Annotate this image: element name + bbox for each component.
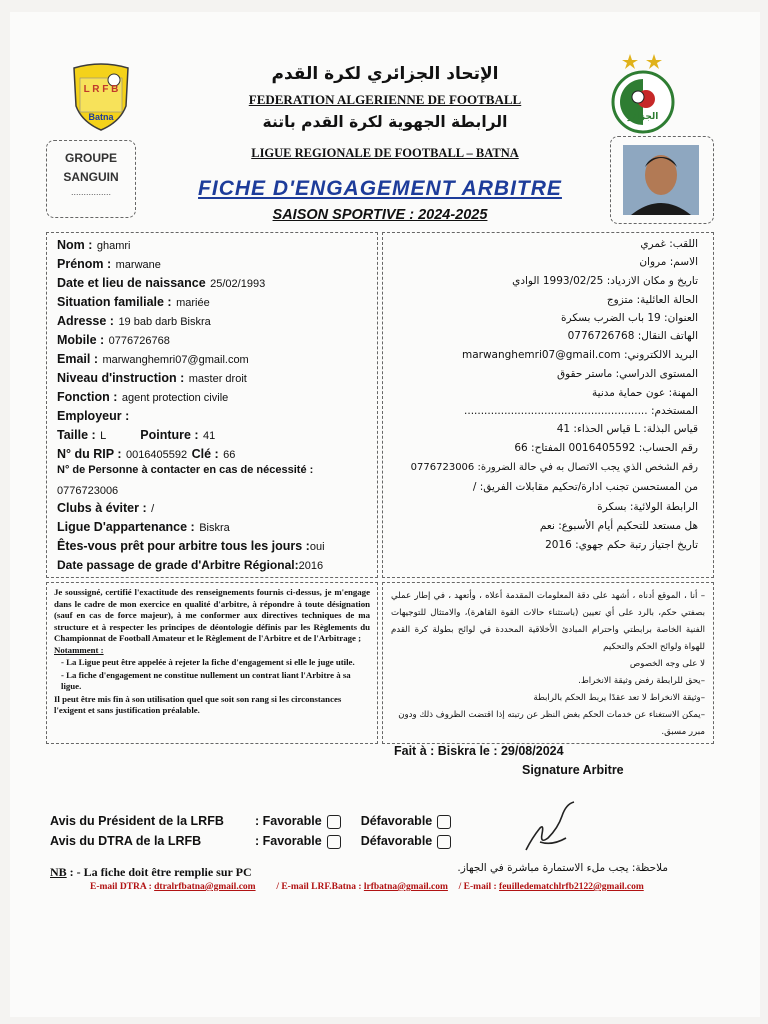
field-adresse: Adresse : 19 bab darb Biskra	[57, 314, 211, 328]
nb-prefix: NB	[50, 865, 67, 879]
field-nom: Nom : ghamri	[57, 238, 131, 252]
avis-president	[50, 814, 451, 829]
declaration-ar-line3: –يحق للرابطة رفض وثيقة الانخراط.	[578, 676, 705, 686]
logo-batna: Batna	[88, 112, 114, 122]
ar-field-15: هل مستعد للتحكيم أيام الأسبوع: نعم	[539, 520, 698, 532]
faf-logo-text: الجزائر	[627, 112, 659, 122]
federation-french: FEDERATION ALGERIENNE DE FOOTBALL	[248, 92, 522, 107]
field-naissance: Date et lieu de naissance 25/02/1993	[57, 276, 266, 290]
declaration-notamment: Notamment :	[54, 644, 104, 655]
field-contact: N° de Personne à contacter en cas de nécessité :	[57, 464, 314, 476]
avis-president-defav-checkbox[interactable]	[437, 815, 451, 829]
field-fonction: Fonction : agent protection civile	[57, 390, 229, 404]
declaration-ar-line4: –وثيقة الانخراط لا تعد عقدًا يربط الحكم بالرابطة	[533, 693, 705, 703]
declaration-ar-box	[382, 582, 714, 744]
avis-dtra-defav: Défavorable	[360, 834, 433, 848]
avis-dtra-fav-checkbox[interactable]	[327, 835, 341, 849]
ar-field-11: رقم الحساب: 0016405592 المفتاح: 66	[514, 442, 698, 454]
declaration-ar-line5: –يمكن الاستغناء عن خدمات الحكم بغض النظر عن رتبته إذا اقتضت الظروف ذلك ودون مبرر مسبق.	[398, 710, 705, 737]
league-french: LIGUE REGIONALE DE FOOTBALL – BATNA	[251, 146, 519, 160]
declaration-ar-text: – أنا ، الموقع أدناه ، أشهد على دقة المعلومات المقدمة أعلاه ، وأتعهد ، في إطار عملي بصفتي حكم، بالرد على أي تعيين (باستثناء حالات القوة القاهرة)، والامتثال للتوجيهات الفنية الخاصة برابطتي واحترام المبادئ الأخلاقية المحددة في لوائح بطولة كرة القدم للهواة ولوائح الحكم والتحكيم	[391, 591, 705, 652]
ar-field-4: العنوان: 19 باب الضرب بسكرة	[561, 312, 698, 324]
faf-logo	[608, 52, 678, 134]
field-grade: Date passage de grade d'Arbitre Régional:2016	[57, 558, 324, 572]
blood-group-label: GROUPE SANGUIN	[63, 151, 119, 184]
logo-letters: L R F B	[83, 84, 119, 95]
photo-box	[610, 136, 714, 224]
ar-field-8: المهنة: عون حماية مدنية	[592, 387, 698, 399]
avis-president-fav-checkbox[interactable]	[327, 815, 341, 829]
photo	[623, 145, 699, 215]
declaration-bullet-1: - La Ligue peut être appelée à rejeter la fiche d'engagement si elle le juge utile.	[61, 657, 355, 667]
declaration-closing: Il peut être mis fin à son utilisation quel que soit son rang si les circonstances l'exigent et sans justification préalable.	[54, 693, 342, 715]
email-feuille-link[interactable]: feuilledematchlrfb2122@gmail.com	[499, 882, 644, 892]
field-niveau: Niveau d'instruction : master droit	[57, 371, 247, 385]
email-lrf-label: / E-mail LRF.Batna :	[276, 882, 362, 892]
blood-group-box	[46, 140, 136, 218]
field-situation: Situation familiale : mariée	[57, 295, 210, 309]
declaration-ar-line2: لا على وجه الخصوص	[629, 659, 705, 669]
ar-field-3: الحالة العائلية: متزوج	[606, 294, 698, 306]
avis-president-label: Avis du Président de la LRFB	[50, 814, 224, 828]
form-title: FICHE D'ENGAGEMENT ARBITRE	[198, 177, 562, 200]
field-taille: Taille : L Pointure : 41	[57, 428, 216, 442]
field-email: Email : marwanghemri07@gmail.com	[57, 352, 249, 366]
field-ligue: Ligue D'appartenance : Biskra	[57, 520, 230, 534]
declaration-intro: Je soussigné, certifié l'exactitude des renseignements fournis ci-dessus, je m'engage dans le cadre de mon exercice en qualité d'arbitre, à répondre à toute désignation (sauf en cas de force majeur), à me conformer aux directives techniques de ma structure et à respecter les principes de déontologie définis par les Règlements du Championnat de Football Amateur et le Règlement de l'Arbitre et de l'Arbitrage ;	[54, 587, 370, 643]
nb-text: : - La fiche doit être remplie sur PC	[69, 865, 252, 879]
blood-group-dots: ................	[70, 187, 111, 197]
avis-dtra-label: Avis du DTRA de la LRFB	[50, 834, 202, 848]
field-clubs: Clubs à éviter : /	[57, 501, 155, 515]
declaration-fr-box	[46, 582, 378, 744]
season-title: SAISON SPORTIVE : 2024-2025	[272, 207, 488, 223]
form-page	[10, 12, 760, 1017]
lrfb-logo	[70, 62, 132, 132]
ar-field-6: البريد الالكتروني: marwanghemri07@gmail.com	[461, 349, 698, 361]
ar-field-12: رقم الشخص الذي يجب الاتصال به في حالة الضرورة: 0776723006	[410, 462, 698, 473]
field-mobile: Mobile : 0776726768	[57, 333, 170, 347]
field-rip: N° du RIP : 0016405592 Clé : 66	[57, 447, 236, 461]
ar-field-7: المستوى الدراسي: ماستر حقوق	[556, 368, 698, 380]
signature	[518, 798, 588, 858]
signature-label: Signature Arbitre	[522, 763, 624, 777]
nb-arabic: ملاحظة: يجب ملء الاستمارة مباشرة في الجهاز.	[457, 862, 668, 874]
emails-line	[90, 882, 644, 892]
league-arabic: الرابطة الجهوية لكرة القدم باتنة	[262, 113, 508, 131]
email-dtra-link[interactable]: dtralrfbatna@gmail.com	[154, 882, 256, 892]
ar-field-10: قياس البذلة: L قياس الحذاء: 41	[556, 423, 698, 435]
federation-arabic: الإتحاد الجزائري لكرة القدم	[271, 64, 499, 84]
avis-president-fav: : Favorable	[255, 814, 322, 828]
fait-a: Fait à : Biskra le : 29/08/2024	[394, 744, 564, 758]
email-feuille-label: / E-mail :	[458, 882, 497, 892]
avis-president-defav: Défavorable	[360, 814, 433, 828]
email-lrf-link[interactable]: lrfbatna@gmail.com	[363, 882, 448, 892]
ar-field-13: من المستحسن تجنب ادارة/تحكيم مقابلات الفريق: /	[472, 481, 698, 493]
nb-note	[50, 865, 252, 880]
ar-field-5: الهاتف النقال: 0776726768	[567, 330, 698, 342]
ar-field-2: تاريخ و مكان الازدياد: 1993/02/25 الوادي	[512, 275, 698, 287]
ar-field-14: الرابطة الولائية: بسكرة	[597, 501, 698, 513]
field-prenom: Prénom : marwane	[57, 257, 161, 271]
avis-dtra-defav-checkbox[interactable]	[437, 835, 451, 849]
field-contact-value: 0776723006	[57, 485, 119, 497]
email-dtra-label: E-mail DTRA :	[90, 882, 152, 892]
ar-field-0: اللقب: غمري	[640, 238, 698, 250]
avis-dtra	[50, 834, 451, 849]
ar-field-9: المستخدم: .......................................................	[464, 405, 698, 417]
ar-field-1: الاسم: مروان	[639, 256, 698, 268]
field-ready: Êtes-vous prêt pour arbitre tous les jours :oui	[57, 539, 325, 553]
field-employeur: Employeur :	[57, 409, 130, 423]
avis-dtra-fav: : Favorable	[255, 834, 322, 848]
declaration-bullet-2: - La fiche d'engagement ne constitue nullement un contrat liant l'Arbitre à sa ligue.	[61, 669, 351, 691]
ar-field-16: تاريخ اجتياز رتبة حكم جهوي: 2016	[545, 539, 698, 551]
